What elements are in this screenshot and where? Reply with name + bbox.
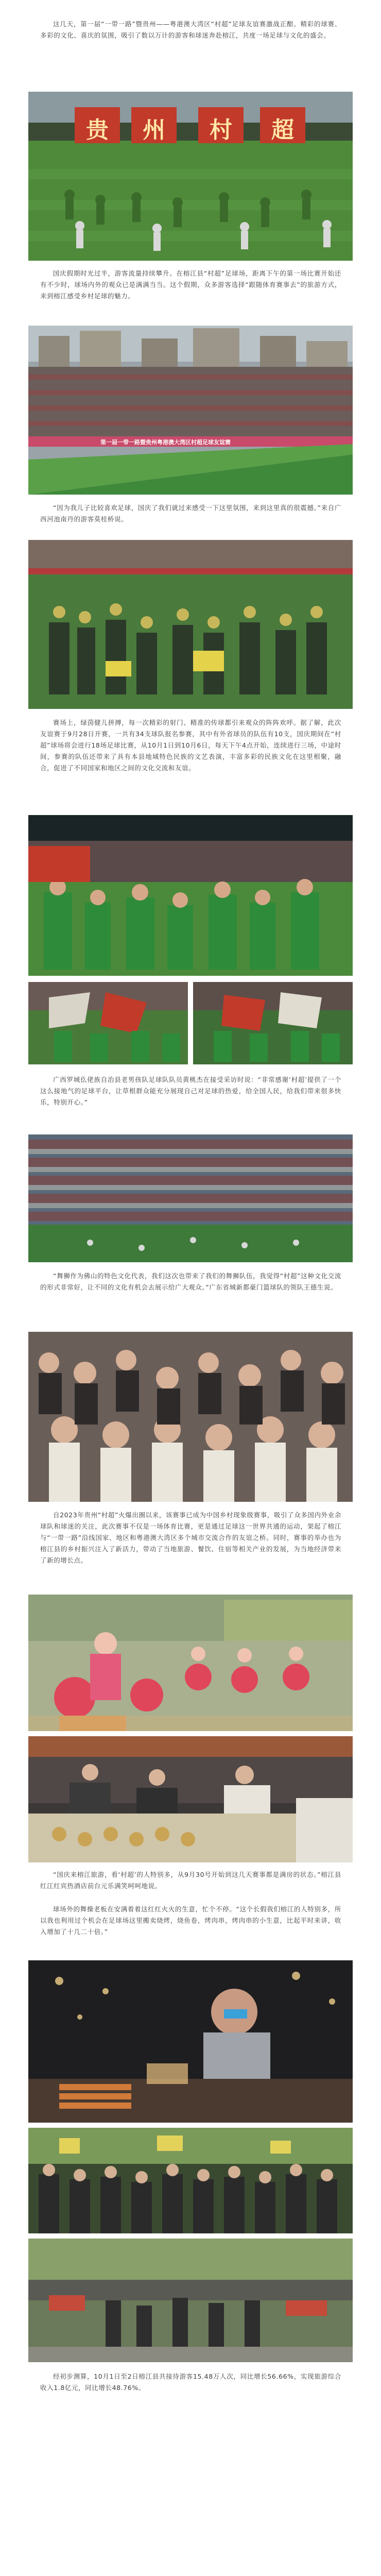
paragraph-1: 这几天，第一届“一带一路”暨贵州——粤港澳大湾区“村超”足球友谊赛激战正酣。精彩的球赛、多彩的文化、喜庆的氛围，吸引了数以万计的游客和球迷奔赴榕江，共度一场足球与文化的盛会。 [40,20,341,39]
photo-crowd-stands [28,1134,353,1262]
banner-char-3: 村 [210,117,232,143]
photo-crowd-field [28,540,353,709]
stadium-sign: 第一届一带一路暨贵州粤港澳大湾区村超足球友谊赛 [100,439,231,446]
photo-stadium-stands [28,326,353,495]
paragraph-8: “国庆来榕江旅游，看‘村超’的人特别多，从9月30号开始到这几天赛事都是满房的状态。”榕江县红江红宾热酒店前台元乐满笑呵呵地说。 [40,1871,341,1890]
paragraph-3: “因为我儿子比较喜欢足球，国庆了我们就过来感受一下这里氛围，来到这里真的很震撼。”来自广西河池南丹的游客莫桂桥说。 [40,504,341,523]
photo-food-stall [28,1736,353,1862]
banner-char-2: 州 [143,117,165,143]
photo-night-crowd [28,2128,353,2233]
photo-flag-right [193,982,353,1064]
photo-banner-field [28,92,353,261]
photo-street-market [28,2239,353,2362]
photo-vendor-grill [28,1960,353,2123]
paragraph-10: 经初步测算，10月1日至2日榕江县共接待游客15.48万人次，同比增长56.66%，实现旅游综合收入1.8亿元，同比增长48.76%。 [40,2372,341,2392]
paragraph-7: 自2023年贵州“村超”火爆出圈以来，该赛事已成为中国乡村现象级赛事，吸引了众多国内外业余球队和球迷的关注，此次赛事不仅是一场体育比赛，更是通过足球这一世界共通的运动，架起了榕江与“一带一路”沿线国家、地区和粤港澳大湾区多个城市交流合作的友谊之桥。同时，赛事的举办也为榕江县的乡村振兴注入了新活力，带动了当地旅游、餐饮、住宿等相关产业的发展，为当地经济带来了新的增长点。 [40,1511,341,1564]
banner-char-4: 超 [271,117,294,143]
paragraph-2: 国庆假期时光过半，游客流量持续攀升。在榕江县“村超”足球场，距离下午的第一场比赛开始还有不少时，球场内外的观众已是满满当当。这个假期，众多游客选择“跟随体育赛事去”的旅游方式，来到榕江感受乡村足球的魅力。 [40,269,341,300]
paragraph-9: 球场外的舞操老板在安满着着这红红火火的生意，忙个不停。“这个长假我们榕江的人特别多，所以我也利用过个机会在足球场这里搬卖烧烤，烧鱼卷，烤肉串，烤肉串的小生意，比起平时来讲，收入增加了十几二十倍。” [40,1905,341,1936]
banner-char-1: 贵 [86,117,109,143]
paragraph-5: 广西罗城仫佬族自治县老男孩队足球队队员黄桃杰在接受采访时说：“非常感谢‘村超’提供了一个这么接地气的足球平台，让草根群众能充分展现自己对足球的热爱，给全国人民，给我们带来很多快乐，特别开心。” [40,1076,341,1106]
photo-flag-left [28,982,188,1064]
photo-team-green [28,815,353,976]
paragraph-4: 赛场上，绿茵健儿拼搏，每一次精彩的射门、精准的传球都引来观众的阵阵欢呼。据了解，此次友谊赛于9月28日开赛，一共有34支球队报名参赛，其中有外省球员的队伍有10支，国庆期间在“村超”球场将会进行18场足球比赛，从10月1日到10月6日，每天下午4点开始，连续进行三场，中途时间，参赛的队伍还带来了具有本县地域特色民族的文艺表演，丰富多彩的民族文化在这里相聚，融合，促进了不同国家和地区之间的文化交流和友谊。 [40,719,341,772]
photo-spectators [28,1332,353,1502]
photo-children-performance [28,1595,353,1731]
paragraph-6: “舞狮作为佛山的特色文化代表，我们这次也带来了我们的舞狮队伍，我觉得“村超”这种文化交流的形式非常好，让不同的文化有机会去展示给广大观众。”广东省城新都豪门篮球队的领队王德生说。 [40,1272,341,1291]
